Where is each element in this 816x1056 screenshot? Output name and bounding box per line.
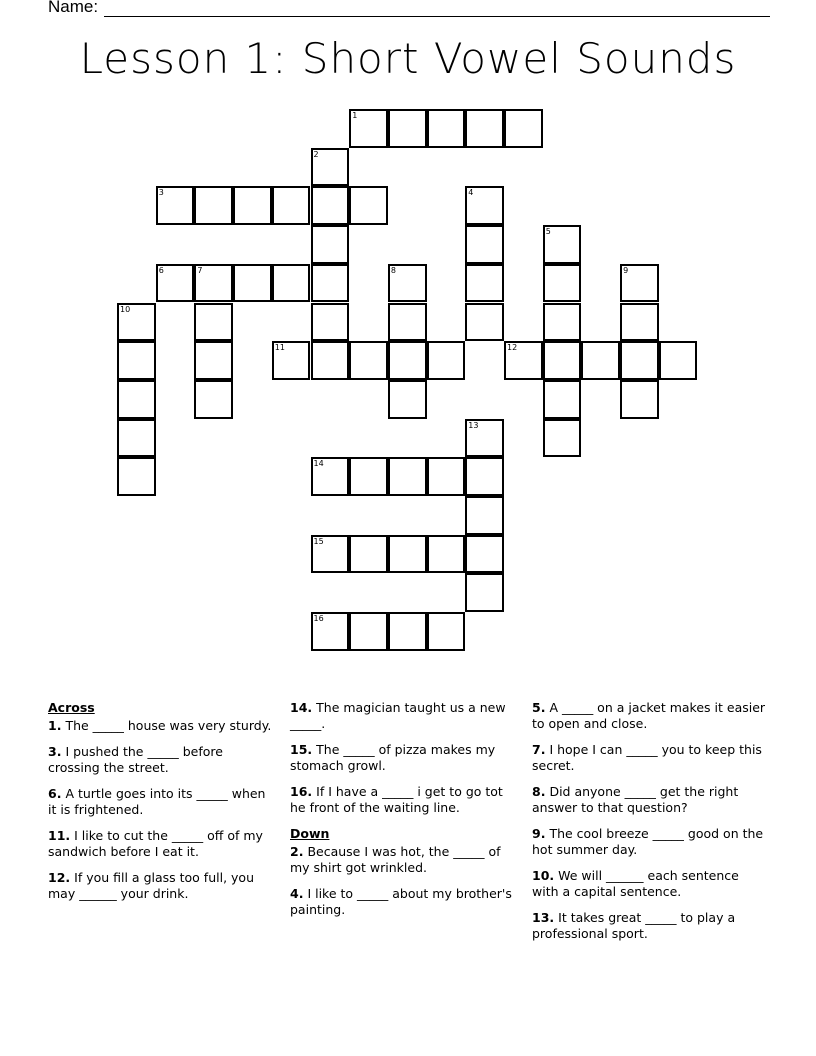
- clue-down-9: 9. The cool breeze _____ good on the hot summer day.: [532, 826, 764, 857]
- clue-number: 1: [352, 111, 358, 120]
- grid-cell[interactable]: [311, 148, 350, 187]
- clues-column-2: [290, 700, 516, 928]
- clue-number: 11: [274, 343, 285, 353]
- grid-cell[interactable]: [156, 264, 195, 303]
- clue-down-7: 7. I hope I can _____ you to keep this secret.: [532, 742, 762, 773]
- grid-cell[interactable]: [620, 264, 659, 303]
- grid-cell[interactable]: [117, 419, 156, 458]
- grid-cell[interactable]: [233, 186, 272, 225]
- across-heading: Across: [48, 700, 95, 715]
- grid-cell[interactable]: [659, 341, 698, 380]
- grid-cell[interactable]: [233, 264, 272, 303]
- grid-cell[interactable]: [465, 457, 504, 496]
- grid-cell[interactable]: [465, 303, 504, 342]
- grid-cell[interactable]: [311, 186, 350, 225]
- clue-down-13: 13. It takes great _____ to play a professional sport.: [532, 910, 736, 941]
- grid-cell[interactable]: [465, 496, 504, 535]
- clue-number: 8: [390, 265, 396, 275]
- name-label: Name:: [48, 0, 99, 16]
- clues-column-3: [532, 700, 767, 952]
- grid-cell[interactable]: [543, 419, 582, 458]
- grid-cell[interactable]: [194, 341, 233, 380]
- grid-cell[interactable]: [465, 535, 504, 574]
- grid-cell[interactable]: [311, 225, 350, 264]
- clue-number: 14: [313, 459, 324, 469]
- grid-cell[interactable]: [504, 341, 543, 380]
- clue-across-11: 11. I like to cut the _____ off of my sandwich before I eat it.: [48, 828, 263, 859]
- grid-cell[interactable]: [543, 380, 582, 419]
- clue-number: 10: [120, 304, 131, 314]
- grid-cell[interactable]: [272, 264, 311, 303]
- clue-number: 4: [468, 188, 474, 198]
- grid-cell[interactable]: [620, 341, 659, 380]
- clue-across-14: 14. The magician taught us a new _____.: [290, 700, 506, 731]
- grid-cell[interactable]: [388, 264, 427, 303]
- grid-cell[interactable]: [427, 612, 466, 651]
- grid-cell[interactable]: [465, 573, 504, 612]
- grid-cell[interactable]: [543, 225, 582, 264]
- clue-across-3: 3. I pushed the _____ before crossing the street.: [48, 744, 223, 775]
- grid-cell[interactable]: [388, 380, 427, 419]
- grid-cell[interactable]: [117, 303, 156, 342]
- grid-cell[interactable]: [349, 457, 388, 496]
- clue-number: 16: [313, 614, 324, 624]
- grid-cell[interactable]: [543, 303, 582, 342]
- grid-cell[interactable]: [349, 612, 388, 651]
- grid-cell[interactable]: [620, 380, 659, 419]
- clue-down-4: 4. I like to _____ about my brother's painting.: [290, 886, 512, 917]
- grid-cell[interactable]: [311, 457, 350, 496]
- grid-cell[interactable]: [388, 612, 427, 651]
- grid-cell[interactable]: [311, 264, 350, 303]
- grid-cell[interactable]: [465, 264, 504, 303]
- grid-cell[interactable]: [117, 341, 156, 380]
- grid-cell[interactable]: [311, 612, 350, 651]
- clue-across-15: 15. The _____ of pizza makes my stomach growl.: [290, 742, 496, 773]
- clue-down-2: 2. Because I was hot, the _____ of my shirt got wrinkled.: [290, 844, 501, 875]
- clue-across-16: 16. If I have a _____ i get to go tot he front of the waiting line.: [290, 784, 503, 815]
- grid-cell[interactable]: [272, 186, 311, 225]
- clue-number: 2: [313, 149, 319, 159]
- clue-across-1: 1. The _____ house was very sturdy.: [48, 718, 272, 733]
- clue-number: 7: [197, 265, 203, 275]
- clues-column-1: [48, 700, 274, 912]
- grid-cell[interactable]: [349, 109, 388, 148]
- grid-cell[interactable]: [427, 109, 466, 148]
- clue-down-10: 10. We will ______ each sentence with a capital sentence.: [532, 868, 739, 899]
- grid-cell[interactable]: [388, 303, 427, 342]
- grid-cell[interactable]: [388, 457, 427, 496]
- grid-cell[interactable]: [427, 535, 466, 574]
- grid-cell[interactable]: [311, 341, 350, 380]
- grid-cell[interactable]: [311, 535, 350, 574]
- grid-cell[interactable]: [388, 109, 427, 148]
- grid-cell[interactable]: [581, 341, 620, 380]
- clue-down-8: 8. Did anyone _____ get the right answer to that question?: [532, 784, 739, 815]
- grid-cell[interactable]: [194, 264, 233, 303]
- grid-cell[interactable]: [620, 303, 659, 342]
- clue-down-5: 5. A _____ on a jacket makes it easier to open and close.: [532, 700, 766, 731]
- page-title: Lesson 1: Short Vowel Sounds: [79, 34, 737, 83]
- down-heading: Down: [290, 826, 330, 841]
- grid-cell[interactable]: [349, 535, 388, 574]
- clue-across-12: 12. If you fill a glass too full, you may ______ your drink.: [48, 870, 254, 901]
- grid-cell[interactable]: [156, 186, 195, 225]
- grid-cell[interactable]: [349, 341, 388, 380]
- grid-cell[interactable]: [465, 419, 504, 458]
- grid-cell[interactable]: [272, 341, 311, 380]
- grid-cell[interactable]: [117, 457, 156, 496]
- grid-cell[interactable]: [349, 186, 388, 225]
- clue-number: 13: [468, 420, 479, 430]
- grid-cell[interactable]: [311, 303, 350, 342]
- clue-number: 5: [545, 227, 551, 237]
- clue-number: 15: [313, 536, 324, 546]
- grid-cell[interactable]: [117, 380, 156, 419]
- grid-cell[interactable]: [543, 341, 582, 380]
- clue-across-6: 6. A turtle goes into its _____ when it is frightened.: [48, 786, 266, 817]
- clue-number: 6: [158, 265, 164, 275]
- grid-cell[interactable]: [427, 341, 466, 380]
- grid-cell[interactable]: [504, 109, 543, 148]
- grid-cell[interactable]: [194, 186, 233, 225]
- grid-cell[interactable]: [194, 380, 233, 419]
- grid-cell[interactable]: [465, 109, 504, 148]
- grid-cell[interactable]: [388, 341, 427, 380]
- grid-cell[interactable]: [194, 303, 233, 342]
- grid-cell[interactable]: [465, 225, 504, 264]
- clue-number: 3: [158, 188, 164, 198]
- clue-number: 9: [623, 265, 629, 275]
- grid-cell[interactable]: [543, 264, 582, 303]
- grid-cell[interactable]: [427, 457, 466, 496]
- grid-cell[interactable]: [388, 535, 427, 574]
- grid-cell[interactable]: [465, 186, 504, 225]
- clue-number: 12: [507, 343, 518, 353]
